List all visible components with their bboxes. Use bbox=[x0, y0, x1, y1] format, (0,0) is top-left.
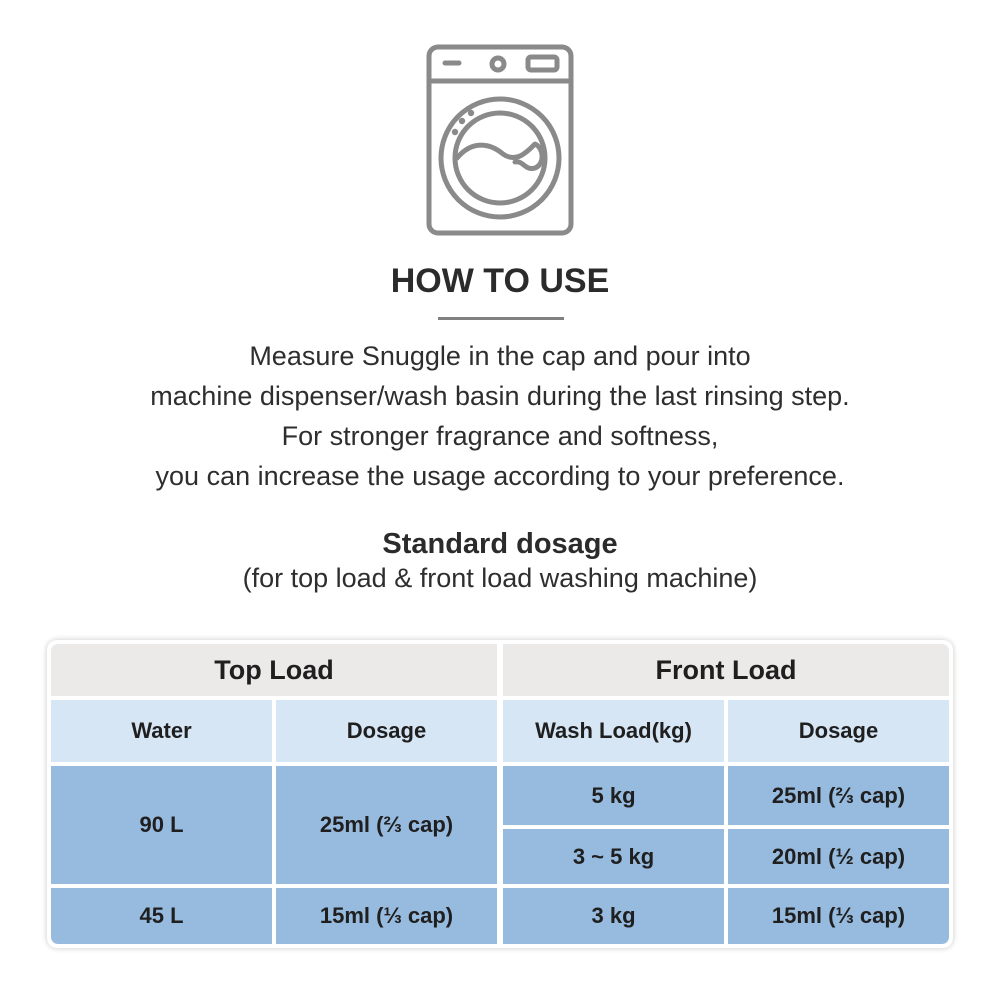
table-cell-wash-load: 5 kg bbox=[503, 766, 724, 825]
table-cell-dosage: 25ml (⅔ cap) bbox=[728, 766, 949, 825]
front-load-header: Front Load bbox=[503, 644, 949, 696]
table-cell-wash-load: 3 kg bbox=[503, 888, 724, 944]
table-cell-water: 45 L bbox=[51, 888, 272, 944]
dosage-note: (for top load & front load washing machine) bbox=[242, 563, 758, 593]
column-header-dosage: Dosage bbox=[276, 700, 497, 762]
table-cell-dosage: 20ml (½ cap) bbox=[728, 829, 949, 884]
column-header-wash-load: Wash Load(kg) bbox=[503, 700, 724, 762]
dosage-table bbox=[47, 640, 953, 948]
instruction-line: machine dispenser/wash basin during the last rinsing step. bbox=[150, 381, 850, 411]
table-cell-wash-load: 3 ~ 5 kg bbox=[503, 829, 724, 884]
instruction-line: Measure Snuggle in the cap and pour into bbox=[249, 341, 751, 371]
top-load-header: Top Load bbox=[51, 644, 497, 696]
table-cell-dosage: 25ml (⅔ cap) bbox=[276, 766, 497, 884]
washing-machine-icon bbox=[425, 44, 575, 236]
table-cell-dosage: 15ml (⅓ cap) bbox=[276, 888, 497, 944]
column-header-water: Water bbox=[51, 700, 272, 762]
table-cell-dosage: 15ml (⅓ cap) bbox=[728, 888, 949, 944]
title-divider bbox=[438, 317, 564, 320]
instruction-line: you can increase the usage according to your preference. bbox=[155, 461, 845, 491]
table-cell-water: 90 L bbox=[51, 766, 272, 884]
instructions-text bbox=[0, 336, 1000, 496]
column-header-dosage: Dosage bbox=[728, 700, 949, 762]
dosage-title: Standard dosage bbox=[382, 528, 618, 560]
page-title: HOW TO USE bbox=[390, 262, 610, 300]
instruction-line: For stronger fragrance and softness, bbox=[281, 421, 719, 451]
